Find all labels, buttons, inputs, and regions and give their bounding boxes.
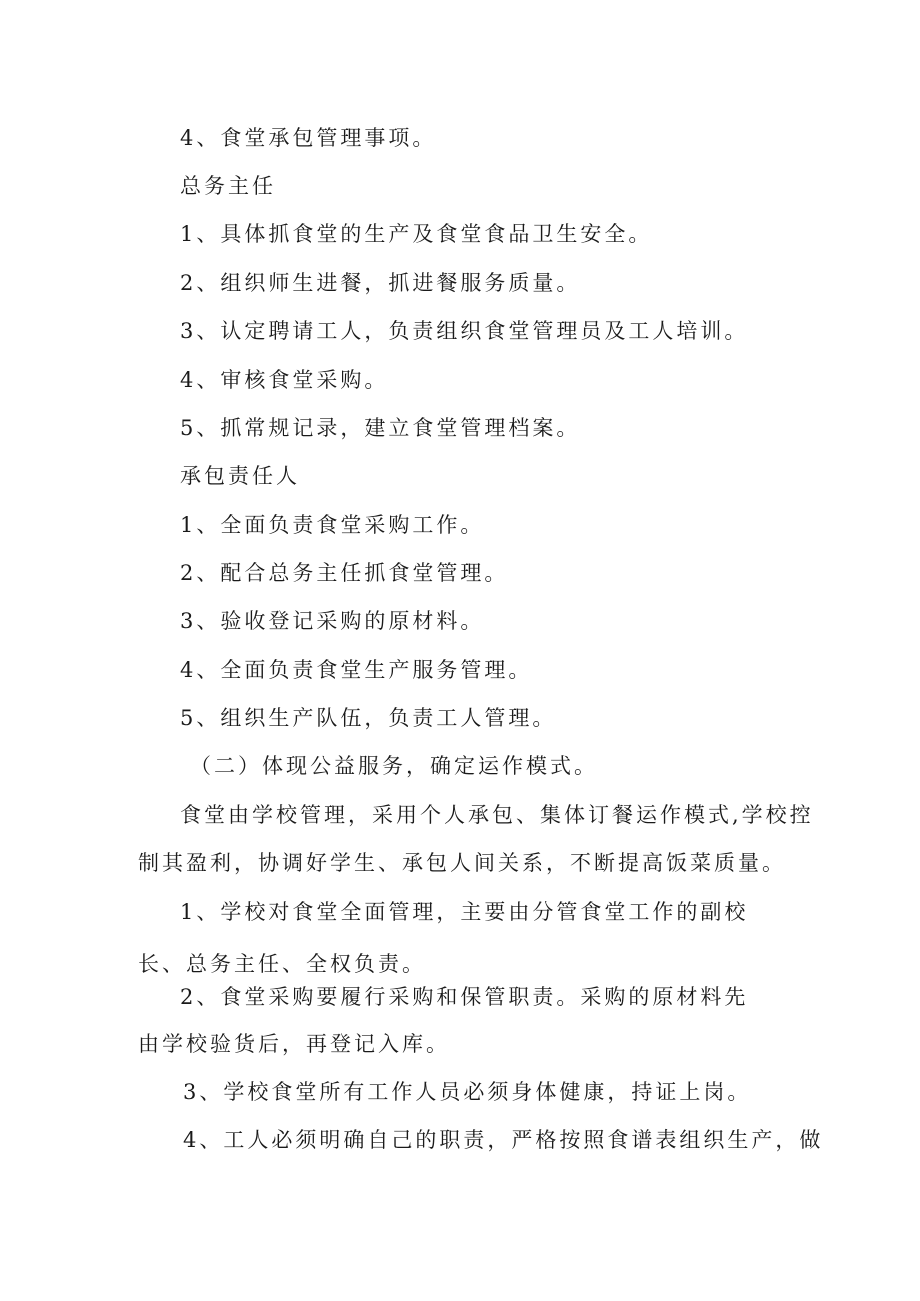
text-line: 2、配合总务主任抓食堂管理。 [180,561,509,585]
text-line: 4、食堂承包管理事项。 [180,126,437,150]
text-line: 2、组织师生进餐，抓进餐服务质量。 [180,271,581,295]
text-line: 4、审核食堂采购。 [180,368,389,392]
paragraph-line: 长、总务主任、全权负责。 [138,952,426,976]
section-heading: 承包责任人 [180,464,300,488]
paragraph-line: 由学校验货后，再登记入库。 [138,1032,450,1056]
paragraph-line: 食堂由学校管理，采用个人承包、集体订餐运作模式,学校控 [180,803,814,827]
subsection-heading: （二）体现公益服务，确定运作模式。 [190,754,598,778]
text-line: 4、全面负责食堂生产服务管理。 [180,658,533,682]
paragraph-line: 3、学校食堂所有工作人员必须身体健康，持证上岗。 [183,1080,752,1104]
section-heading: 总务主任 [180,174,276,198]
text-line: 1、全面负责食堂采购工作。 [180,513,485,537]
text-line: 1、具体抓食堂的生产及食堂食品卫生安全。 [180,222,653,246]
paragraph-line: 2、食堂采购要履行采购和保管职责。采购的原材料先 [180,985,749,1009]
text-line: 5、抓常规记录，建立食堂管理档案。 [180,416,581,440]
text-line: 3、认定聘请工人，负责组织食堂管理员及工人培训。 [180,319,749,343]
paragraph-line: 1、学校对食堂全面管理，主要由分管食堂工作的副校 [180,900,749,924]
paragraph-line: 制其盈利，协调好学生、承包人间关系，不断提高饭菜质量。 [138,851,786,875]
text-line: 5、组织生产队伍，负责工人管理。 [180,706,557,730]
text-line: 3、验收登记采购的原材料。 [180,609,485,633]
paragraph-line: 4、工人必须明确自己的职责，严格按照食谱表组织生产，做 [183,1128,824,1152]
